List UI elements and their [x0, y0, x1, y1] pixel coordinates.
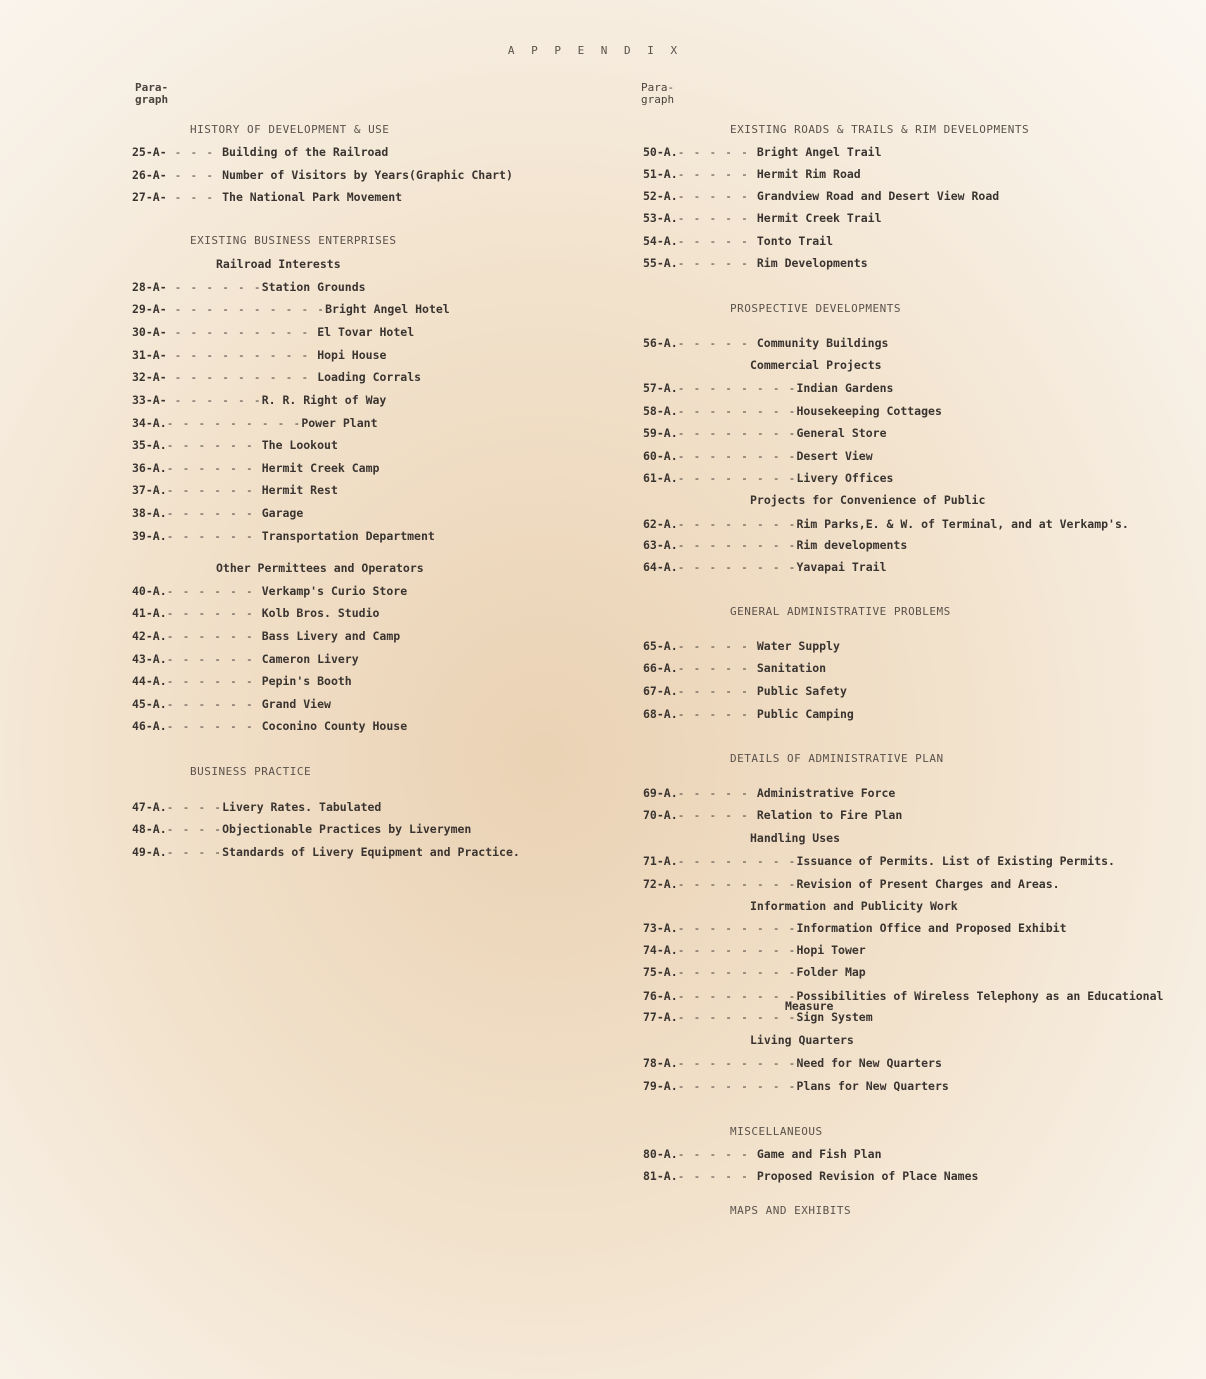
appendix-entry [132, 696, 331, 712]
section-heading: MAPS AND EXHIBITS [730, 1204, 852, 1217]
appendix-entry [132, 821, 471, 837]
paragraph-number: 55-A. [643, 256, 678, 270]
entry-title: General Store [796, 426, 887, 440]
leader-dashes: - - - - - - [166, 461, 262, 475]
appendix-entry [132, 460, 379, 476]
entry-title: Hermit Rim Road [756, 167, 861, 181]
paragraph-number: 80-A. [643, 1147, 678, 1161]
entry-title: The Lookout [261, 438, 338, 452]
leader-dashes: - - - [166, 145, 223, 159]
paragraph-number: 37-A. [132, 483, 167, 497]
entry-title: Tonto Trail [756, 234, 834, 248]
entry-title: Water Supply [756, 639, 840, 653]
entry-title: Indian Gardens [796, 381, 894, 395]
entry-title: Loading Corrals [317, 370, 422, 384]
paragraph-number: 40-A. [132, 584, 167, 598]
section-heading: HISTORY OF DEVELOPMENT & USE [190, 123, 390, 136]
entry-title: Sign System [796, 1010, 873, 1024]
leader-dashes: - - - - - [677, 808, 757, 822]
appendix-entry [643, 807, 902, 823]
leader-dashes: - - - - - [677, 661, 757, 675]
appendix-entry [132, 528, 435, 544]
leader-dashes: - - - - - [677, 167, 757, 181]
leader-dashes: - - - - - - [166, 280, 262, 294]
paragraph-number: 48-A. [132, 822, 167, 836]
paragraph-number: 41-A. [132, 606, 167, 620]
paragraph-number: 67-A. [643, 684, 678, 698]
appendix-entry [643, 516, 1129, 532]
paragraph-number: 39-A. [132, 529, 167, 543]
section-heading: EXISTING ROADS & TRAILS & RIM DEVELOPMENTS [730, 123, 1030, 136]
leader-dashes: - - - - [166, 800, 223, 814]
entry-title: Rim Parks,E. & W. of Terminal, and at Verkamp's. [796, 517, 1129, 531]
appendix-entry [643, 964, 866, 980]
appendix-entry [643, 1009, 873, 1025]
entry-title: Building of the Railroad [222, 145, 389, 159]
appendix-entry [643, 188, 999, 204]
appendix-entry [643, 537, 907, 553]
entry-title: Public Safety [756, 684, 847, 698]
appendix-entry [643, 988, 1164, 1013]
leader-dashes: - - - - - [677, 786, 757, 800]
leader-dashes: - - - - - - - - [677, 517, 797, 531]
leader-dashes: - - - - - - - - - [166, 416, 302, 430]
paragraph-number: 33-A- [132, 393, 167, 407]
appendix-entry [132, 167, 513, 183]
appendix-entry [132, 505, 303, 521]
appendix-entry [132, 844, 520, 860]
entry-title: Garage [261, 506, 304, 520]
entry-title: El Tovar Hotel [317, 325, 415, 339]
appendix-entry [643, 853, 1115, 869]
leader-dashes: - - - - - - - - [677, 426, 797, 440]
appendix-entry [643, 706, 854, 722]
paragraph-number: 63-A. [643, 538, 678, 552]
appendix-entry [132, 415, 378, 431]
entry-title: Cameron Livery [261, 652, 359, 666]
leader-dashes: - - - - - [677, 145, 757, 159]
entry-title: Proposed Revision of Place Names [756, 1169, 979, 1183]
entry-title: R. R. Right of Way [261, 393, 387, 407]
leader-dashes: - - - - - - [166, 529, 262, 543]
appendix-entry [643, 233, 833, 249]
appendix-entry [643, 683, 847, 699]
entry-title: Livery Rates. Tabulated [222, 800, 382, 814]
leader-dashes: - - - - - [677, 211, 757, 225]
leader-dashes: - - - - - [677, 189, 757, 203]
appendix-entry [132, 437, 338, 453]
entry-title: Rim Developments [756, 256, 868, 270]
leader-dashes: - - - - - - - - [677, 854, 797, 868]
appendix-entry [643, 876, 1060, 892]
subsection-heading: Other Permittees and Operators [216, 561, 424, 575]
entry-title: Hopi House [317, 348, 387, 362]
appendix-entry [643, 335, 888, 351]
entry-title: Grandview Road and Desert View Road [756, 189, 1000, 203]
paragraph-number: 73-A. [643, 921, 678, 935]
leader-dashes: - - - - - - - - [677, 381, 797, 395]
appendix-entry [643, 255, 868, 271]
leader-dashes: - - - - - - [166, 629, 262, 643]
leader-dashes: - - - - - [677, 336, 757, 350]
entry-title: Hermit Rest [261, 483, 338, 497]
entry-title: Bass Livery and Camp [261, 629, 401, 643]
leader-dashes: - - - - - - - - [677, 538, 797, 552]
entry-title: Kolb Bros. Studio [261, 606, 380, 620]
appendix-entry [643, 942, 866, 958]
entry-title: Coconino County House [261, 719, 408, 733]
section-heading: PROSPECTIVE DEVELOPMENTS [730, 302, 901, 315]
paragraph-number: 68-A. [643, 707, 678, 721]
appendix-entry [132, 189, 402, 205]
appendix-entry [643, 1168, 978, 1184]
appendix-entry [643, 166, 861, 182]
paragraph-column-header [641, 82, 674, 106]
entry-title: Housekeeping Cottages [796, 404, 942, 418]
appendix-entry [643, 144, 882, 160]
entry-title: Pepin's Booth [261, 674, 352, 688]
paragraph-number: 52-A. [643, 189, 678, 203]
subsection-heading: Commercial Projects [750, 358, 882, 372]
entry-title: Bright Angel Trail [756, 145, 882, 159]
paragraph-number: 30-A- [132, 325, 167, 339]
leader-dashes: - - - - - - - - [677, 449, 797, 463]
paragraph-number: 66-A. [643, 661, 678, 675]
entry-title: Livery Offices [796, 471, 894, 485]
appendix-entry [132, 673, 352, 689]
paragraph-number: 43-A. [132, 652, 167, 666]
entry-title: Number of Visitors by Years(Graphic Chart) [222, 168, 513, 182]
appendix-entry [643, 1078, 949, 1094]
paragraph-number: 27-A- [132, 190, 167, 204]
appendix-entry [643, 660, 826, 676]
entry-title: Desert View [796, 449, 873, 463]
paragraph-number: 77-A. [643, 1010, 678, 1024]
appendix-entry [132, 605, 379, 621]
paragraph-number: 57-A. [643, 381, 678, 395]
paragraph-number: 70-A. [643, 808, 678, 822]
entry-title: Need for New Quarters [796, 1056, 942, 1070]
paragraph-number: 26-A- [132, 168, 167, 182]
leader-dashes: - - - - - [677, 707, 757, 721]
entry-title: Power Plant [301, 416, 378, 430]
entry-title: Grand View [261, 697, 331, 711]
appendix-entry [132, 392, 386, 408]
entry-title: Rim developments [796, 538, 908, 552]
leader-dashes: - - - - - [677, 639, 757, 653]
leader-dashes: - - - - - - [166, 483, 262, 497]
leader-dashes: - - - [166, 168, 223, 182]
leader-dashes: - - - - - - - - [677, 921, 797, 935]
entry-title: Relation to Fire Plan [756, 808, 903, 822]
section-heading: DETAILS OF ADMINISTRATIVE PLAN [730, 752, 944, 765]
leader-dashes: - - - - - - - - [677, 1010, 797, 1024]
leader-dashes: - - - - - [677, 256, 757, 270]
paragraph-number: 56-A. [643, 336, 678, 350]
leader-dashes: - - - - - - [166, 652, 262, 666]
paragraph-number: 69-A. [643, 786, 678, 800]
appendix-entry [643, 638, 840, 654]
entry-title: Sanitation [756, 661, 827, 675]
paragraph-number: 79-A. [643, 1079, 678, 1093]
appendix-entry [132, 324, 414, 340]
leader-dashes: - - - - - - - - - - [166, 302, 326, 316]
entry-title: Transportation Department [261, 529, 435, 543]
appendix-entry [643, 470, 893, 486]
leader-dashes: - - - - - [677, 1169, 757, 1183]
entry-title: Possibilities of Wireless Telephony as an Educational [796, 989, 1164, 1003]
paragraph-number: 29-A- [132, 302, 167, 316]
entry-title: Station Grounds [261, 280, 366, 294]
paragraph-number: 81-A. [643, 1169, 678, 1183]
leader-dashes: - - - - - - - - [677, 1056, 797, 1070]
leader-dashes: - - - - - [677, 684, 757, 698]
leader-dashes: - - - - - - - - [677, 560, 797, 574]
entry-title: Plans for New Quarters [796, 1079, 949, 1093]
appendix-entry [643, 1055, 942, 1071]
paragraph-number: 51-A. [643, 167, 678, 181]
entry-title: Standards of Livery Equipment and Practice. [222, 845, 520, 859]
entry-title: Information Office and Proposed Exhibit [796, 921, 1067, 935]
leader-dashes: - - - - - - - - [677, 877, 797, 891]
paragraph-number: 28-A- [132, 280, 167, 294]
leader-dashes: - - - - [166, 822, 223, 836]
paragraph-number: 54-A. [643, 234, 678, 248]
page-title: A P P E N D I X [507, 44, 683, 57]
appendix-entry [132, 651, 359, 667]
paragraph-number: 75-A. [643, 965, 678, 979]
subsection-heading: Handling Uses [750, 831, 841, 845]
leader-dashes: - - - - - - - - [677, 965, 797, 979]
entry-title: Administrative Force [756, 786, 896, 800]
paragraph-column-header [135, 82, 168, 106]
appendix-entry [132, 279, 366, 295]
leader-dashes: - - - - - - - - [677, 404, 797, 418]
paragraph-number: 44-A. [132, 674, 167, 688]
appendix-entry [643, 403, 942, 419]
paragraph-number: 36-A. [132, 461, 167, 475]
paragraph-number: 31-A- [132, 348, 167, 362]
paragraph-number: 60-A. [643, 449, 678, 463]
entry-title: Hermit Creek Trail [756, 211, 882, 225]
leader-dashes: - - - - - - [166, 438, 262, 452]
appendix-entry [132, 301, 450, 317]
leader-dashes: - - - - - - [166, 606, 262, 620]
appendix-entry [643, 210, 882, 226]
appendix-entry [132, 482, 338, 498]
paragraph-number: 58-A. [643, 404, 678, 418]
paragraph-header-line: graph [641, 93, 675, 106]
section-heading: GENERAL ADMINISTRATIVE PROBLEMS [730, 605, 951, 618]
subsection-heading: Living Quarters [750, 1033, 854, 1047]
leader-dashes: - - - - - - - - [677, 989, 797, 1003]
paragraph-number: 59-A. [643, 426, 678, 440]
entry-title: Hermit Creek Camp [261, 461, 380, 475]
leader-dashes: - - - - - - [166, 393, 262, 407]
appendix-entry [643, 380, 893, 396]
entry-title: Public Camping [756, 707, 854, 721]
appendix-entry [132, 718, 407, 734]
entry-title: Game and Fish Plan [756, 1147, 882, 1161]
entry-title: Folder Map [796, 965, 866, 979]
paragraph-number: 32-A- [132, 370, 167, 384]
paragraph-number: 78-A. [643, 1056, 678, 1070]
appendix-entry [643, 448, 873, 464]
appendix-entry [643, 785, 895, 801]
paragraph-number: 34-A. [132, 416, 167, 430]
leader-dashes: - - - - [166, 845, 223, 859]
appendix-entry [643, 425, 887, 441]
paragraph-number: 35-A. [132, 438, 167, 452]
leader-dashes: - - - - - - [166, 674, 262, 688]
subsection-heading: Projects for Convenience of Public [750, 493, 986, 507]
appendix-entry [132, 583, 407, 599]
entry-title: Revision of Present Charges and Areas. [796, 877, 1060, 891]
paragraph-number: 72-A. [643, 877, 678, 891]
leader-dashes: - - - - - - [166, 697, 262, 711]
leader-dashes: - - - - - [677, 1147, 757, 1161]
paragraph-number: 62-A. [643, 517, 678, 531]
leader-dashes: - - - - - - - - [677, 471, 797, 485]
paragraph-number: 25-A- [132, 145, 167, 159]
section-heading: MISCELLANEOUS [730, 1125, 823, 1138]
paragraph-number: 49-A. [132, 845, 167, 859]
leader-dashes: - - - - - - [166, 584, 262, 598]
leader-dashes: - - - - - - - - - [166, 325, 318, 339]
appendix-entry [643, 559, 887, 575]
paragraph-header-line: Para- [641, 81, 675, 94]
appendix-entry [132, 628, 400, 644]
paragraph-header-line: Para- [135, 81, 169, 94]
entry-title: Verkamp's Curio Store [261, 584, 408, 598]
leader-dashes: - - - - - - [166, 719, 262, 733]
paragraph-number: 64-A. [643, 560, 678, 574]
appendix-entry [132, 347, 386, 363]
leader-dashes: - - - - - - - - [677, 943, 797, 957]
entry-title: Objectionable Practices by Liverymen [222, 822, 472, 836]
subsection-heading: Information and Publicity Work [750, 899, 958, 913]
entry-title: Issuance of Permits. List of Existing Permits. [796, 854, 1115, 868]
paragraph-header-line: graph [135, 93, 169, 106]
leader-dashes: - - - - - - - - - [166, 348, 318, 362]
entry-title-continued: Measure [785, 999, 834, 1013]
paragraph-number: 47-A. [132, 800, 167, 814]
entry-title: Community Buildings [756, 336, 889, 350]
section-heading: EXISTING BUSINESS ENTERPRISES [190, 234, 397, 247]
entry-title: Yavapai Trail [796, 560, 887, 574]
leader-dashes: - - - [166, 190, 223, 204]
paragraph-number: 46-A. [132, 719, 167, 733]
paragraph-number: 65-A. [643, 639, 678, 653]
appendix-entry [643, 1146, 882, 1162]
entry-title: Bright Angel Hotel [325, 302, 450, 316]
paragraph-number: 53-A. [643, 211, 678, 225]
appendix-entry [643, 920, 1067, 936]
paragraph-number: 38-A. [132, 506, 167, 520]
paragraph-number: 50-A. [643, 145, 678, 159]
subsection-heading: Railroad Interests [216, 257, 341, 271]
appendix-entry [132, 144, 388, 160]
leader-dashes: - - - - - [677, 234, 757, 248]
section-heading: BUSINESS PRACTICE [190, 765, 312, 778]
entry-title: The National Park Movement [222, 190, 403, 204]
paragraph-number: 42-A. [132, 629, 167, 643]
leader-dashes: - - - - - - - - [677, 1079, 797, 1093]
paragraph-number: 76-A. [643, 989, 678, 1003]
paragraph-number: 71-A. [643, 854, 678, 868]
appendix-entry [132, 369, 421, 385]
leader-dashes: - - - - - - - - - [166, 370, 318, 384]
paragraph-number: 74-A. [643, 943, 678, 957]
entry-title: Hopi Tower [796, 943, 866, 957]
paragraph-number: 61-A. [643, 471, 678, 485]
paragraph-number: 45-A. [132, 697, 167, 711]
appendix-entry [132, 799, 381, 815]
leader-dashes: - - - - - - [166, 506, 262, 520]
